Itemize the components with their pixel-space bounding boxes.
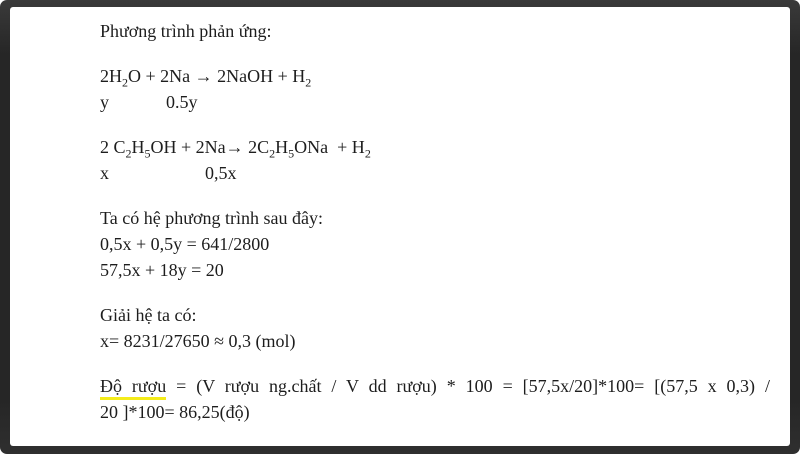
equation-system-block [100,205,775,283]
document-page [10,7,790,446]
solve-intro-line: Giải hệ ta có: [100,305,197,325]
conclusion-line-1-rest: = (V rượu ng.chất / V dd rượu) * 100 = [57,5x/20]*100= [(57,5 x 0,3) / [166,376,770,396]
system-intro-line: Ta có hệ phương trình sau đây: [100,208,323,228]
highlighted-term: Độ rượu [100,376,166,400]
amount-x: 0,5x [205,163,237,183]
reaction-equation-water: $2H_2O + 2Na$ → 2NaOH + $H_2$ [100,66,312,90]
variable-y: y [100,92,109,112]
amount-y: 0.5y [166,92,198,112]
equation-2: 57,5x + 18y = 20 [100,260,224,280]
variable-x: x [100,163,109,183]
solution-line: x= 8231/27650 ≈ 0,3 (mol) [100,331,296,351]
mole-row-water [100,89,775,115]
intro-line: Phương trình phản ứng: [100,21,272,41]
reaction-equation-ethanol: 2 $C_2H_5OH + 2Na\to 2C_2H_5ONa + H_2$ [100,137,371,161]
reaction-ethanol-block [100,134,775,186]
conclusion-line-1 [100,373,770,399]
reaction-water-block [100,63,775,115]
equation-1: 0,5x + 0,5y = 641/2800 [100,234,270,254]
mole-row-ethanol [100,160,775,186]
conclusion-line-2: 20 ]*100= 86,25(độ) [100,402,250,422]
solve-block [100,302,775,354]
conclusion-block [100,373,775,425]
solution-text [100,7,775,425]
intro-block [100,18,775,44]
